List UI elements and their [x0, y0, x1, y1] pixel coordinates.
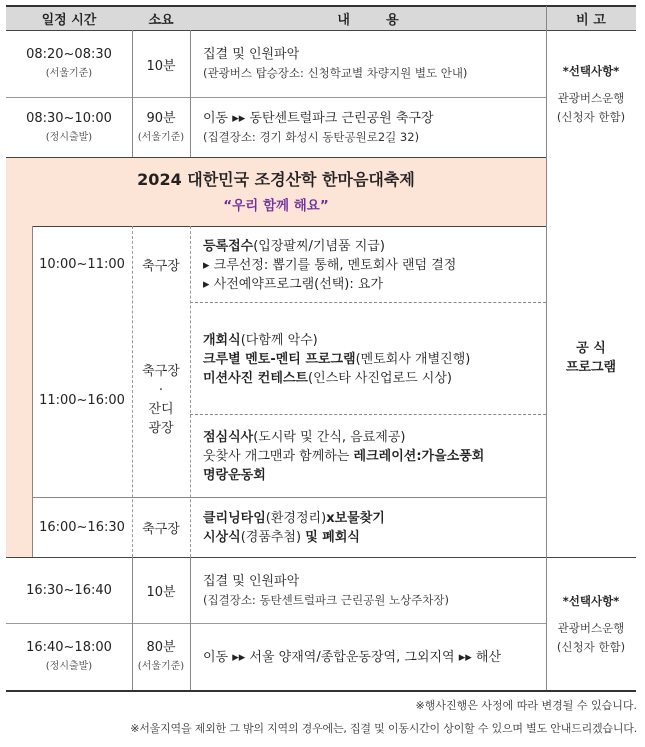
program-line	[203, 350, 470, 369]
time-range: 08:20~08:30	[26, 47, 112, 62]
program-item: 등록접수	[203, 238, 254, 254]
time-note: (서울기준)	[45, 68, 93, 79]
duration-note: (서울기준)	[137, 131, 185, 143]
program-item: 및 폐회식	[305, 529, 360, 545]
program-content	[203, 420, 543, 492]
note-line: 관광버스운행	[557, 90, 625, 105]
program-time: 16:00~16:30	[39, 520, 125, 535]
duration-value: 90분	[146, 110, 176, 126]
program-item: 개회식	[203, 332, 241, 348]
place-line: 광장	[148, 421, 174, 436]
header-content: 내 용	[337, 12, 399, 28]
duration-value: 80분	[146, 640, 176, 655]
program-line	[203, 331, 318, 350]
official-program-note	[546, 158, 636, 557]
header-note: 비 고	[576, 12, 606, 28]
row-time	[6, 624, 132, 690]
program-detail: (도시락 및 간식, 음료제공)	[253, 429, 406, 445]
program-time: 11:00~16:00	[39, 392, 125, 408]
program-item: 크루별 멘토-멘티 프로그램	[203, 351, 356, 367]
row-content	[203, 558, 543, 623]
place-line: 잔디	[148, 402, 174, 417]
program-line: ▸ 크루선정: 뽑기를 통해, 멘토회사 랜덤 결정	[203, 257, 457, 273]
row-content	[203, 31, 543, 97]
row-time: 16:30~16:40	[26, 583, 112, 598]
row-time	[6, 98, 132, 157]
row-duration	[132, 624, 190, 690]
program-detail: (인스타 사진업로드 시상)	[308, 370, 452, 386]
program-item: 시상식	[203, 529, 241, 545]
place-line: 축구장	[142, 364, 180, 379]
program-item: 미션사진 컨테스트	[203, 370, 308, 386]
program-item: 점심식사	[203, 429, 254, 445]
duration-note: (서울기준)	[137, 661, 185, 672]
row-time	[6, 31, 132, 97]
content-sub: (집결장소: 경기 화성시 동탄공원로2길 32)	[203, 129, 420, 144]
time-range: 16:40~18:00	[26, 640, 112, 655]
row-duration	[132, 98, 190, 157]
program-place: 축구장	[142, 259, 180, 274]
program-line	[203, 447, 484, 466]
optional-note-top	[546, 31, 636, 157]
program-content	[203, 318, 543, 400]
program-line	[203, 509, 385, 528]
note-title: *선택사항*	[562, 593, 620, 608]
header-duration: 소요	[148, 12, 174, 28]
time-note: (정시출발)	[45, 131, 93, 143]
program-time: 10:00~11:00	[39, 257, 125, 272]
content-line: 이동 ▸▸ 동탄센트럴파크 근린공원 축구장	[203, 110, 434, 126]
program-line	[203, 466, 266, 485]
program-detail: (환경정리)	[265, 510, 327, 526]
optional-note-bottom	[546, 558, 636, 690]
note-line: (신청자 한함)	[556, 109, 626, 124]
program-detail: (다함께 악수)	[240, 332, 318, 348]
festival-slogan: “우리 함께 해요”	[223, 198, 329, 214]
program-place	[132, 303, 190, 497]
program-item: 명랑운동회	[203, 467, 266, 483]
festival-title: 2024 대한민국 조경산학 한마음대축제	[137, 169, 415, 189]
note-line: 프로그램	[565, 359, 617, 375]
program-detail: (경품추첨)	[240, 529, 306, 545]
time-note: (정시출발)	[45, 661, 93, 672]
program-content	[203, 229, 543, 301]
place-dot: ·	[158, 383, 164, 398]
footnote: ※서울지역을 제외한 그 밖의 지역의 경우에는, 집결 및 이동시간이 상이할 수 있으며 별도 안내드리겠습니다.	[130, 722, 637, 735]
row-duration: 10분	[146, 585, 176, 600]
header-time: 일정 시간	[41, 12, 97, 28]
program-detail: 웃찾사 개그맨과 함께하는	[203, 448, 354, 464]
program-line	[203, 237, 385, 256]
content-line: 이동 ▸▸ 서울 양재역/종합운동장역, 그외지역 ▸▸ 해산	[203, 649, 502, 665]
program-line	[203, 528, 360, 547]
time-range: 08:30~10:00	[26, 110, 112, 126]
note-line: 관광버스운행	[557, 620, 625, 635]
note-line: (신청자 한함)	[556, 639, 626, 654]
footnote: ※행사진행은 사정에 따라 변경될 수 있습니다.	[415, 699, 637, 712]
note-line: 공 식	[576, 340, 606, 356]
program-item: 클리닝타임	[203, 510, 266, 526]
program-content	[203, 498, 543, 557]
program-item: x보물찾기	[326, 510, 385, 526]
program-line	[203, 428, 406, 447]
note-title: *선택사항*	[562, 63, 620, 78]
program-line: ▸ 사전예약프로그램(선택): 요가	[203, 276, 384, 292]
row-content	[203, 624, 543, 690]
content-sub: (관광버스 탑승장소: 신청학교별 차량지원 별도 안내)	[203, 66, 468, 80]
content-line: 집결 및 인원파악	[203, 573, 300, 589]
program-item: 레크레이션:가을소풍회	[353, 448, 485, 464]
content-line: 집결 및 인원파악	[203, 47, 300, 62]
program-line	[203, 369, 452, 388]
program-detail: (입장팔찌/기념품 지급)	[253, 238, 385, 254]
program-place: 축구장	[142, 522, 180, 537]
row-content	[203, 98, 543, 157]
content-sub: (집결장소: 동탄센트럴파크 근린공원 노상주차장)	[203, 592, 449, 607]
row-duration: 10분	[146, 58, 176, 74]
program-detail: (멘토회사 개별진행)	[355, 351, 471, 367]
